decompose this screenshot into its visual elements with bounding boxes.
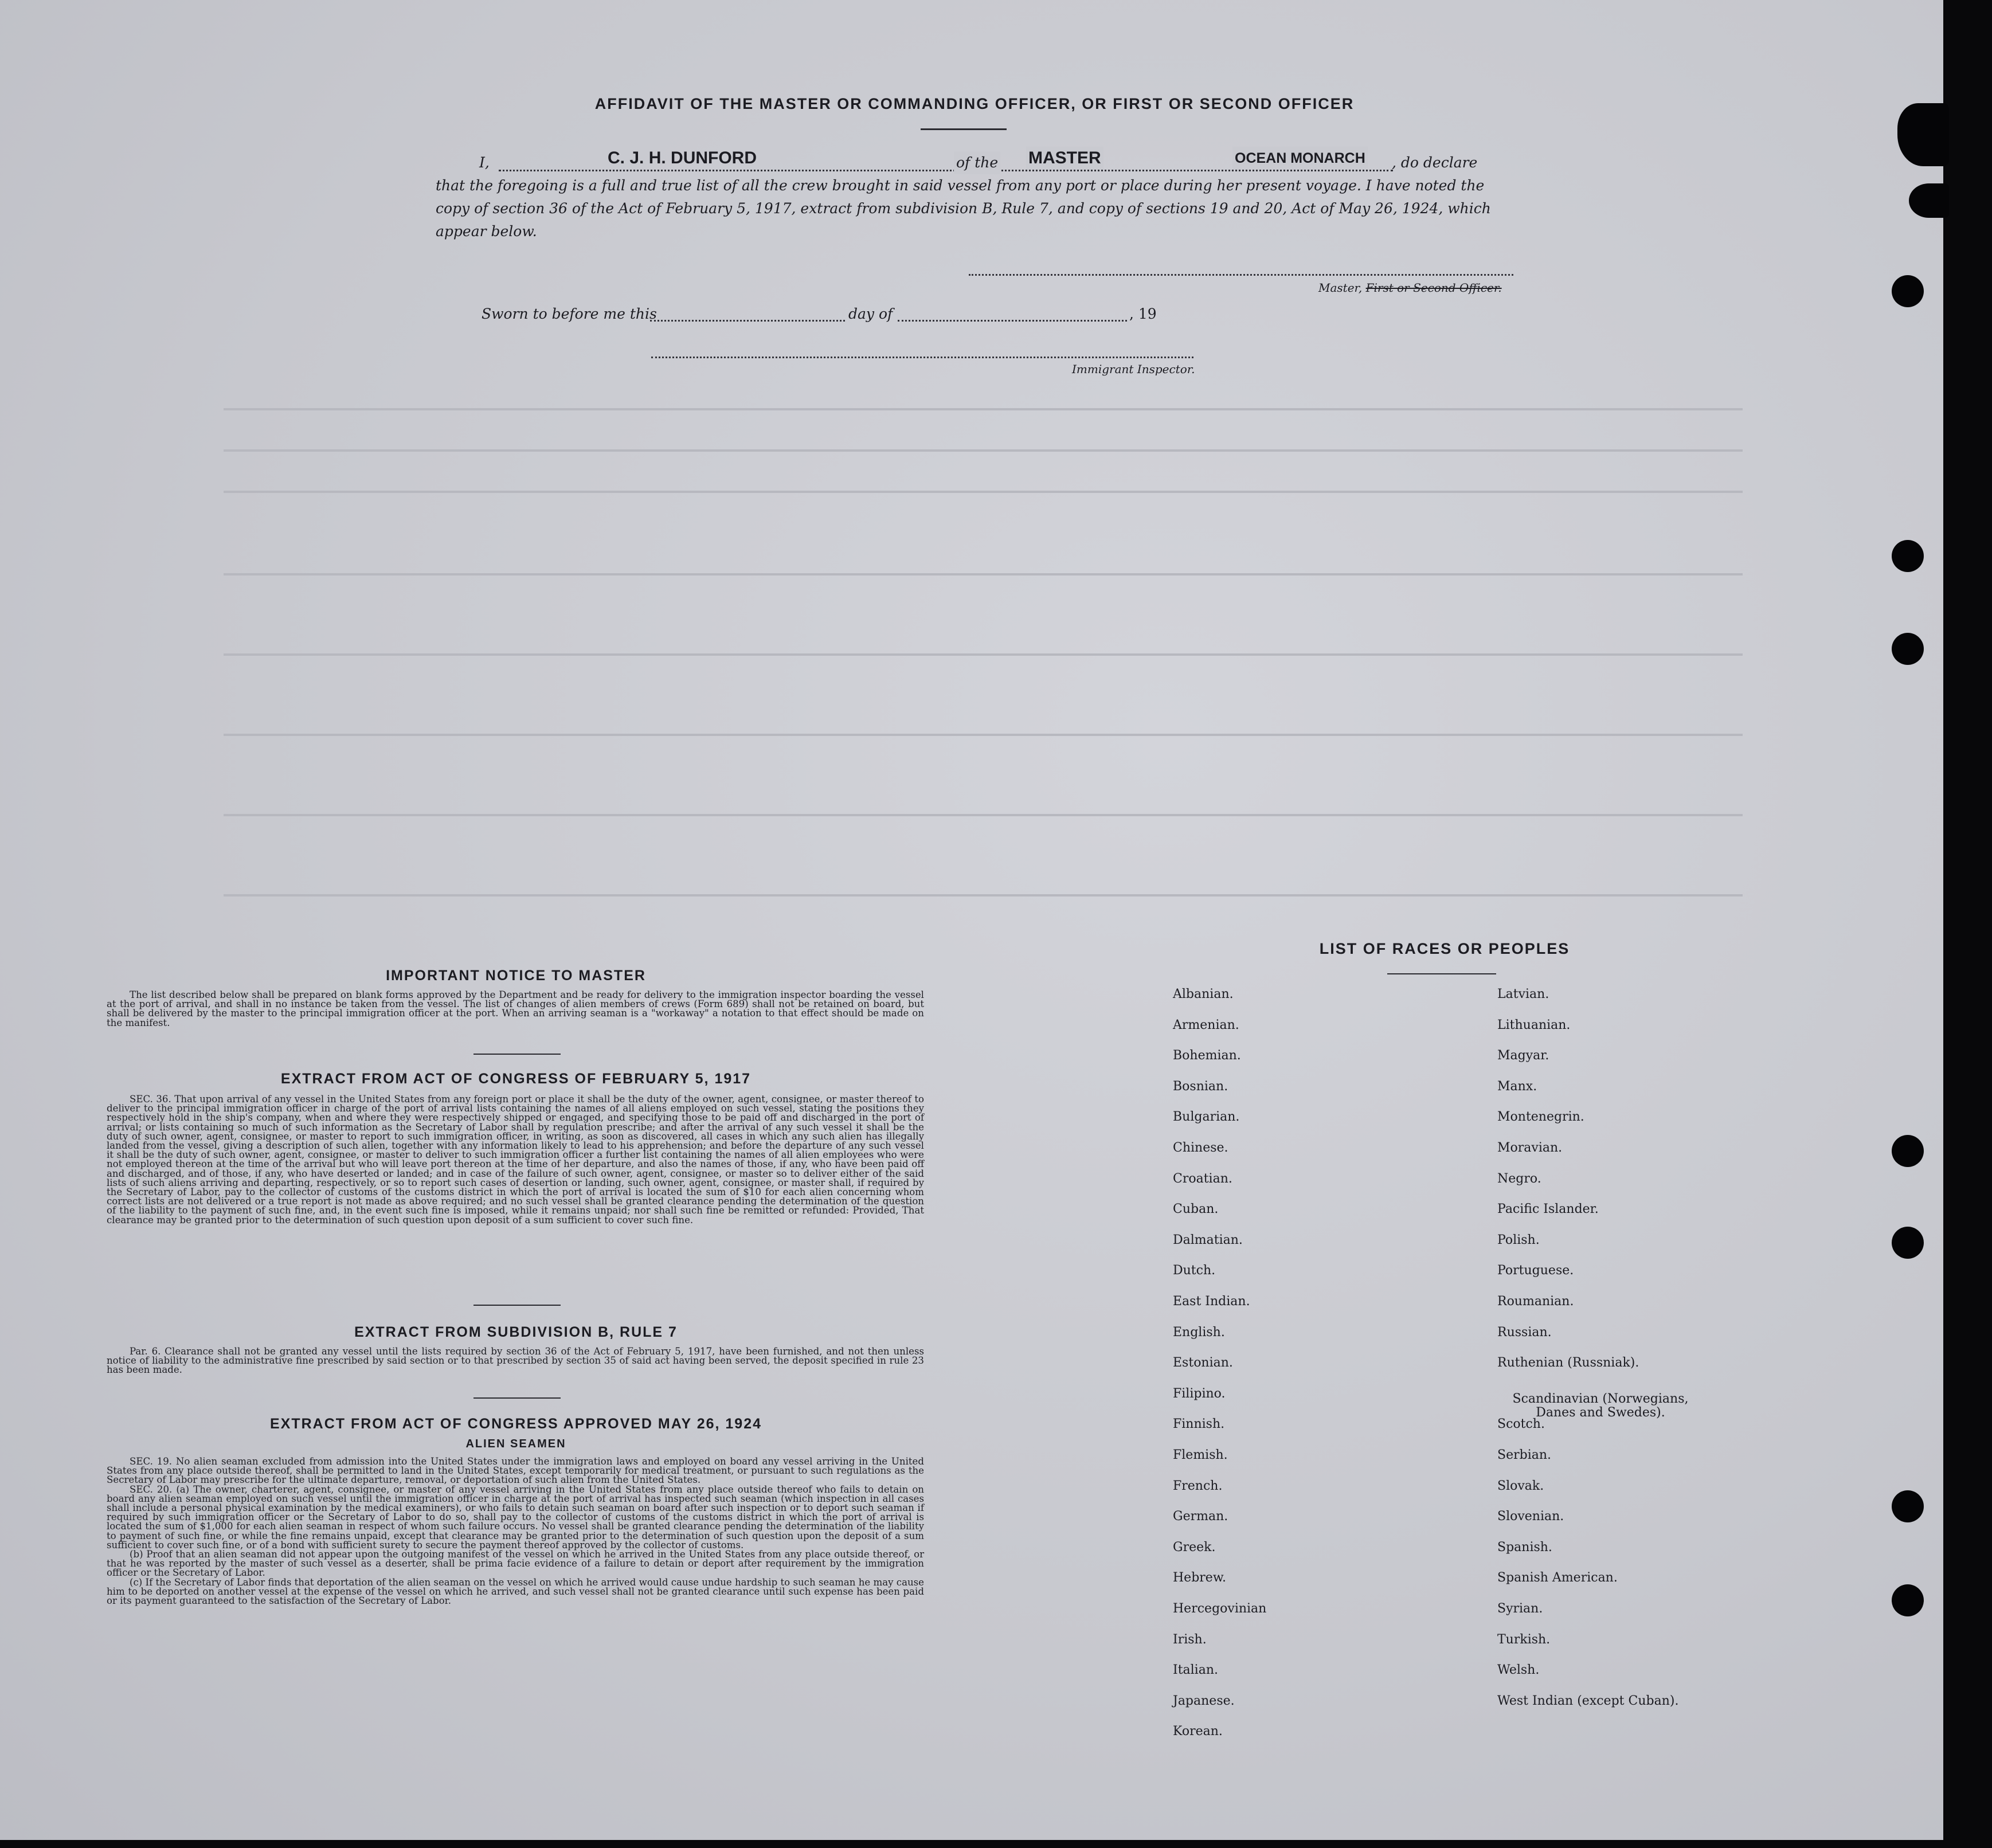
i-label: I, (479, 154, 490, 171)
signature-caption-master: Master, (1318, 281, 1363, 295)
race-item: Pacific Islander. (1497, 1202, 1599, 1217)
race-item: Russian. (1497, 1325, 1552, 1340)
binding-hole (1892, 1584, 1924, 1616)
divider (921, 128, 1007, 130)
sworn-month-field (898, 320, 1127, 322)
notice-body: The list described below shall be prepared on blank forms approved by the Department and be ready for delivery to the immigration inspector boarding the vessel at the port of arrival, and shall in no instance be taken from the vessel. The list of changes of alien members of crews (Form 689) shall not be retained on board, but shall be delivered by the master to the principal immigration officer at the port. When an arriving seaman is a "workaway" a notation to that effect should be made on the manifest. (107, 989, 924, 1028)
race-item: Italian. (1173, 1663, 1218, 1678)
binding-hole (1892, 1490, 1924, 1522)
race-item: Turkish. (1497, 1632, 1551, 1647)
binding-hole (1892, 1135, 1924, 1167)
binding-hole (1892, 540, 1924, 572)
race-item: Roumanian. (1497, 1294, 1574, 1309)
race-item: Finnish. (1173, 1417, 1225, 1432)
bleed-through-line (224, 653, 1743, 656)
race-item: French. (1173, 1478, 1223, 1493)
race-item: Welsh. (1497, 1663, 1540, 1678)
rule7-body: Par. 6. Clearance shall not be granted any vessel until the lists required by section 36 of the Act of February 5, 1917, have been furnished, and not then unless notice of liability to the administrative fine prescribed by said section or to that prescribed by section 35 of said act having been served, the deposit specified in rule 23 has been made. (107, 1346, 924, 1376)
sec-20b-text: (b) Proof that an alien seaman did not appear upon the outgoing manifest of the vessel on which he arrived in the United States from any place outside thereof, or that he was reported by the master of such vessel as a deserter, shall be prima facie evidence of a failure to detain or deport after requirement by the immigration officer or the Secretary of Labor. (107, 1549, 924, 1579)
bleed-through-line (224, 491, 1743, 493)
name-field-line (499, 170, 1393, 171)
race-item: Korean. (1173, 1724, 1223, 1739)
affidavit-line-2: that the foregoing is a full and true list of all the crew brought in said vessel from any port or place during her present voyage. I have noted the (436, 177, 1485, 194)
race-item: Estonian. (1173, 1356, 1233, 1371)
race-item: Dutch. (1173, 1263, 1216, 1278)
race-item: Croatian. (1173, 1171, 1232, 1186)
race-item: Montenegrin. (1497, 1110, 1584, 1125)
race-item: Greek. (1173, 1540, 1216, 1555)
torn-edge (1909, 183, 1949, 218)
bleed-through-line (224, 449, 1743, 452)
bleed-through-line (224, 408, 1743, 410)
race-item: Slovak. (1497, 1478, 1544, 1493)
divider (473, 1054, 561, 1055)
binding-hole (1892, 633, 1924, 665)
affidavit-declaration (436, 148, 1513, 243)
sec-19-text: SEC. 19. No alien seaman excluded from admission into the United States under the immigration laws and employed on board any vessel arriving in the United States from any place outside thereof, shall be permitted to land in the United States, except temporarily for medical treatment, or pursuant to such regulations as the Secretary of Labor may prescribe for the ultimate departure, removal, or deportation of such alien from the United States. (107, 1456, 924, 1486)
race-item: Manx. (1497, 1079, 1537, 1094)
race-item: Scotch. (1497, 1417, 1545, 1432)
race-item: Negro. (1497, 1171, 1541, 1186)
divider (1387, 973, 1496, 974)
of-the-label: of the (954, 151, 1000, 174)
extract-1917-body: SEC. 36. That upon arrival of any vessel in the United States from any foreign port or place it shall be the duty of the owner, agent, consignee, or master thereof to deliver to the principal immigration officer in charge of the port of arrival lists containing the names of all aliens employed on such vessel, stating the positions they respectively hold in the ship's company, when and where they were respectively shipped or engaged, and specifying those to be paid off and discharged in the port of arrival; or lists containing so much of such information as the Secretary of Labor shall by regulation prescribe; and after the arrival of any such vessel it shall be the duty of such owner, agent, consignee, or master to report to such immigration officer, in writing, as soon as discovered, all cases in which any such alien has illegally landed from the vessel, giving a description of such alien, together with any information likely to lead to his apprehension; and before the departure of any such vessel it shall be the duty of such owner, agent, consignee, or master to deliver to such immigration officer a further list containing the names of all alien employees who were not employed thereon at the time of the arrival but who will leave port thereon at the time of her departure, and also the names of those, if any, who have been paid off and discharged, and of those, if any, who have deserted or landed; and in case of the failure of such owner, agent, consignee, or master so to deliver either of the said lists of such aliens arriving and departing, respectively, or so to report such cases of desertion or landing, such owner, agent, consignee, or master shall, if required by the Secretary of Labor, pay to the collector of customs of the customs district in which the port of arrival is located the sum of $10 for each alien concerning whom correct lists are not delivered or a true report is not made as above required; and no such vessel shall be granted clearance pending the determination of the question of the liability to the payment of such fine, and, in the event such fine is imposed, while it remains unpaid; nor shall such fine be remitted or refunded: Provided, That clearance may be granted prior to the determination of such question upon deposit of a sum sufficient to cover such fine. (107, 1094, 924, 1226)
bleed-through-line (224, 894, 1743, 896)
race-item: Moravian. (1497, 1141, 1563, 1155)
race-item: Albanian. (1173, 987, 1234, 1001)
race-item: Syrian. (1497, 1602, 1543, 1616)
race-item: Hercegovinian (1173, 1602, 1267, 1616)
race-item: Bulgarian. (1173, 1110, 1240, 1125)
binding-hole (1892, 275, 1924, 307)
sworn-line (482, 303, 1169, 326)
race-item: Irish. (1173, 1632, 1207, 1647)
race-item: Magyar. (1497, 1048, 1549, 1063)
notice-title: IMPORTANT NOTICE TO MASTER (386, 968, 646, 984)
race-item: Filipino. (1173, 1386, 1226, 1401)
do-declare-label: , do declare (1392, 154, 1478, 171)
sworn-day-field (650, 320, 845, 322)
binding-hole (1892, 1227, 1924, 1259)
rule7-title: EXTRACT FROM SUBDIVISION B, RULE 7 (354, 1324, 678, 1340)
race-item: Japanese. (1173, 1693, 1235, 1708)
bleed-through-line (224, 814, 1743, 816)
race-item: Portuguese. (1497, 1263, 1574, 1278)
signature-line (969, 274, 1513, 276)
sec-20a-text: SEC. 20. (a) The owner, charterer, agent, consignee, or master of any vessel arriving in the United States from any place outside thereof who fails to detain on board any alien seaman employed on such vessel until the immigration officer in charge at the port of arrival has inspected such seaman (which inspection in all cases shall include a personal physical examination by the medical examiners), or who fails to detain such seaman on board after such inspection or to deport such seaman if required by such immigration officer or the Secretary of Labor to do so, shall pay to the collector of customs of the customs district in which the port of arrival is located the sum of $1,000 for each alien seaman in respect of whom such failure occurs. No vessel shall be granted clearance pending the determination of the liability to payment of such fine, or while the fine remains unpaid, except that clearance may be granted prior to the determination of such question upon the deposit of a sum sufficient to cover such fine, or of a bond with sufficient surety to secure the payment thereof approved by the collector of customs. (107, 1483, 924, 1551)
signature-caption-struck: First or Second Officer. (1365, 281, 1502, 295)
divider (473, 1305, 561, 1306)
races-title: LIST OF RACES OR PEOPLES (1319, 940, 1570, 957)
inspector-caption: Immigrant Inspector. (1072, 362, 1195, 376)
extract-1924-title: EXTRACT FROM ACT OF CONGRESS APPROVED MAY 26, 1924 (269, 1416, 762, 1432)
signature-caption (1318, 281, 1502, 295)
race-item: Armenian. (1173, 1017, 1239, 1032)
race-item: Latvian. (1497, 987, 1549, 1001)
race-item: Scandinavian (Norwegians, Danes and Swedes). (1512, 1391, 1689, 1420)
race-item: Chinese. (1173, 1141, 1228, 1155)
year-prefix: , 19 (1129, 306, 1157, 322)
race-item: East Indian. (1173, 1294, 1250, 1309)
affidavit-line-4: appear below. (436, 223, 537, 240)
affidavit-title: AFFIDAVIT OF THE MASTER OR COMMANDING OFFICER, OR FIRST OR SECOND OFFICER (594, 95, 1355, 112)
race-item: Polish. (1497, 1232, 1540, 1247)
sec-20c-text: (c) If the Secretary of Labor finds that deportation of the alien seaman on the vessel on which he arrived would cause undue hardship to such seaman he may cause him to be deported on another vessel at the expense of the vessel on which he arrived, and such vessel shall not be granted clearance until such expense has been paid or its payment guaranteed to the satisfaction of the Secretary of Labor. (107, 1576, 924, 1607)
race-item: West Indian (except Cuban). (1497, 1693, 1679, 1708)
affidavit-line-3: copy of section 36 of the Act of February 5, 1917, extract from subdivision B, Rule 7, and copy of sections 19 and 20, Act of May 26, 1924, which (436, 200, 1491, 217)
day-of-label: day of (848, 306, 893, 322)
vessel-name: OCEAN MONARCH (1232, 147, 1368, 170)
race-item: Lithuanian. (1497, 1017, 1571, 1032)
bleed-through-line (224, 573, 1743, 575)
race-item: Dalmatian. (1173, 1232, 1243, 1247)
race-item: Slovenian. (1497, 1509, 1564, 1524)
race-item: Ruthenian (Russniak). (1497, 1356, 1639, 1371)
race-item: Flemish. (1173, 1448, 1228, 1462)
race-item: Spanish. (1497, 1540, 1552, 1555)
race-item: Cuban. (1173, 1202, 1219, 1217)
rank-value: MASTER (1026, 147, 1103, 170)
extract-1924-subtitle: ALIEN SEAMEN (465, 1438, 566, 1450)
torn-edge (1897, 103, 1949, 166)
extract-1917-title: EXTRACT FROM ACT OF CONGRESS OF FEBRUARY 5, 1917 (280, 1071, 752, 1087)
sworn-label: Sworn to before me this (482, 306, 657, 322)
race-item: Bohemian. (1173, 1048, 1241, 1063)
race-item: Serbian. (1497, 1448, 1552, 1462)
race-item: German. (1173, 1509, 1228, 1524)
divider (473, 1397, 561, 1399)
race-item: Hebrew. (1173, 1571, 1227, 1585)
bleed-through-line (224, 734, 1743, 736)
race-item: Spanish American. (1497, 1571, 1618, 1585)
extract-1924-body (107, 1457, 924, 1606)
race-item: English. (1173, 1325, 1225, 1340)
race-item: Bosnian. (1173, 1079, 1228, 1094)
inspector-signature-line (651, 357, 1193, 358)
master-name: C. J. H. DUNFORD (608, 148, 757, 167)
